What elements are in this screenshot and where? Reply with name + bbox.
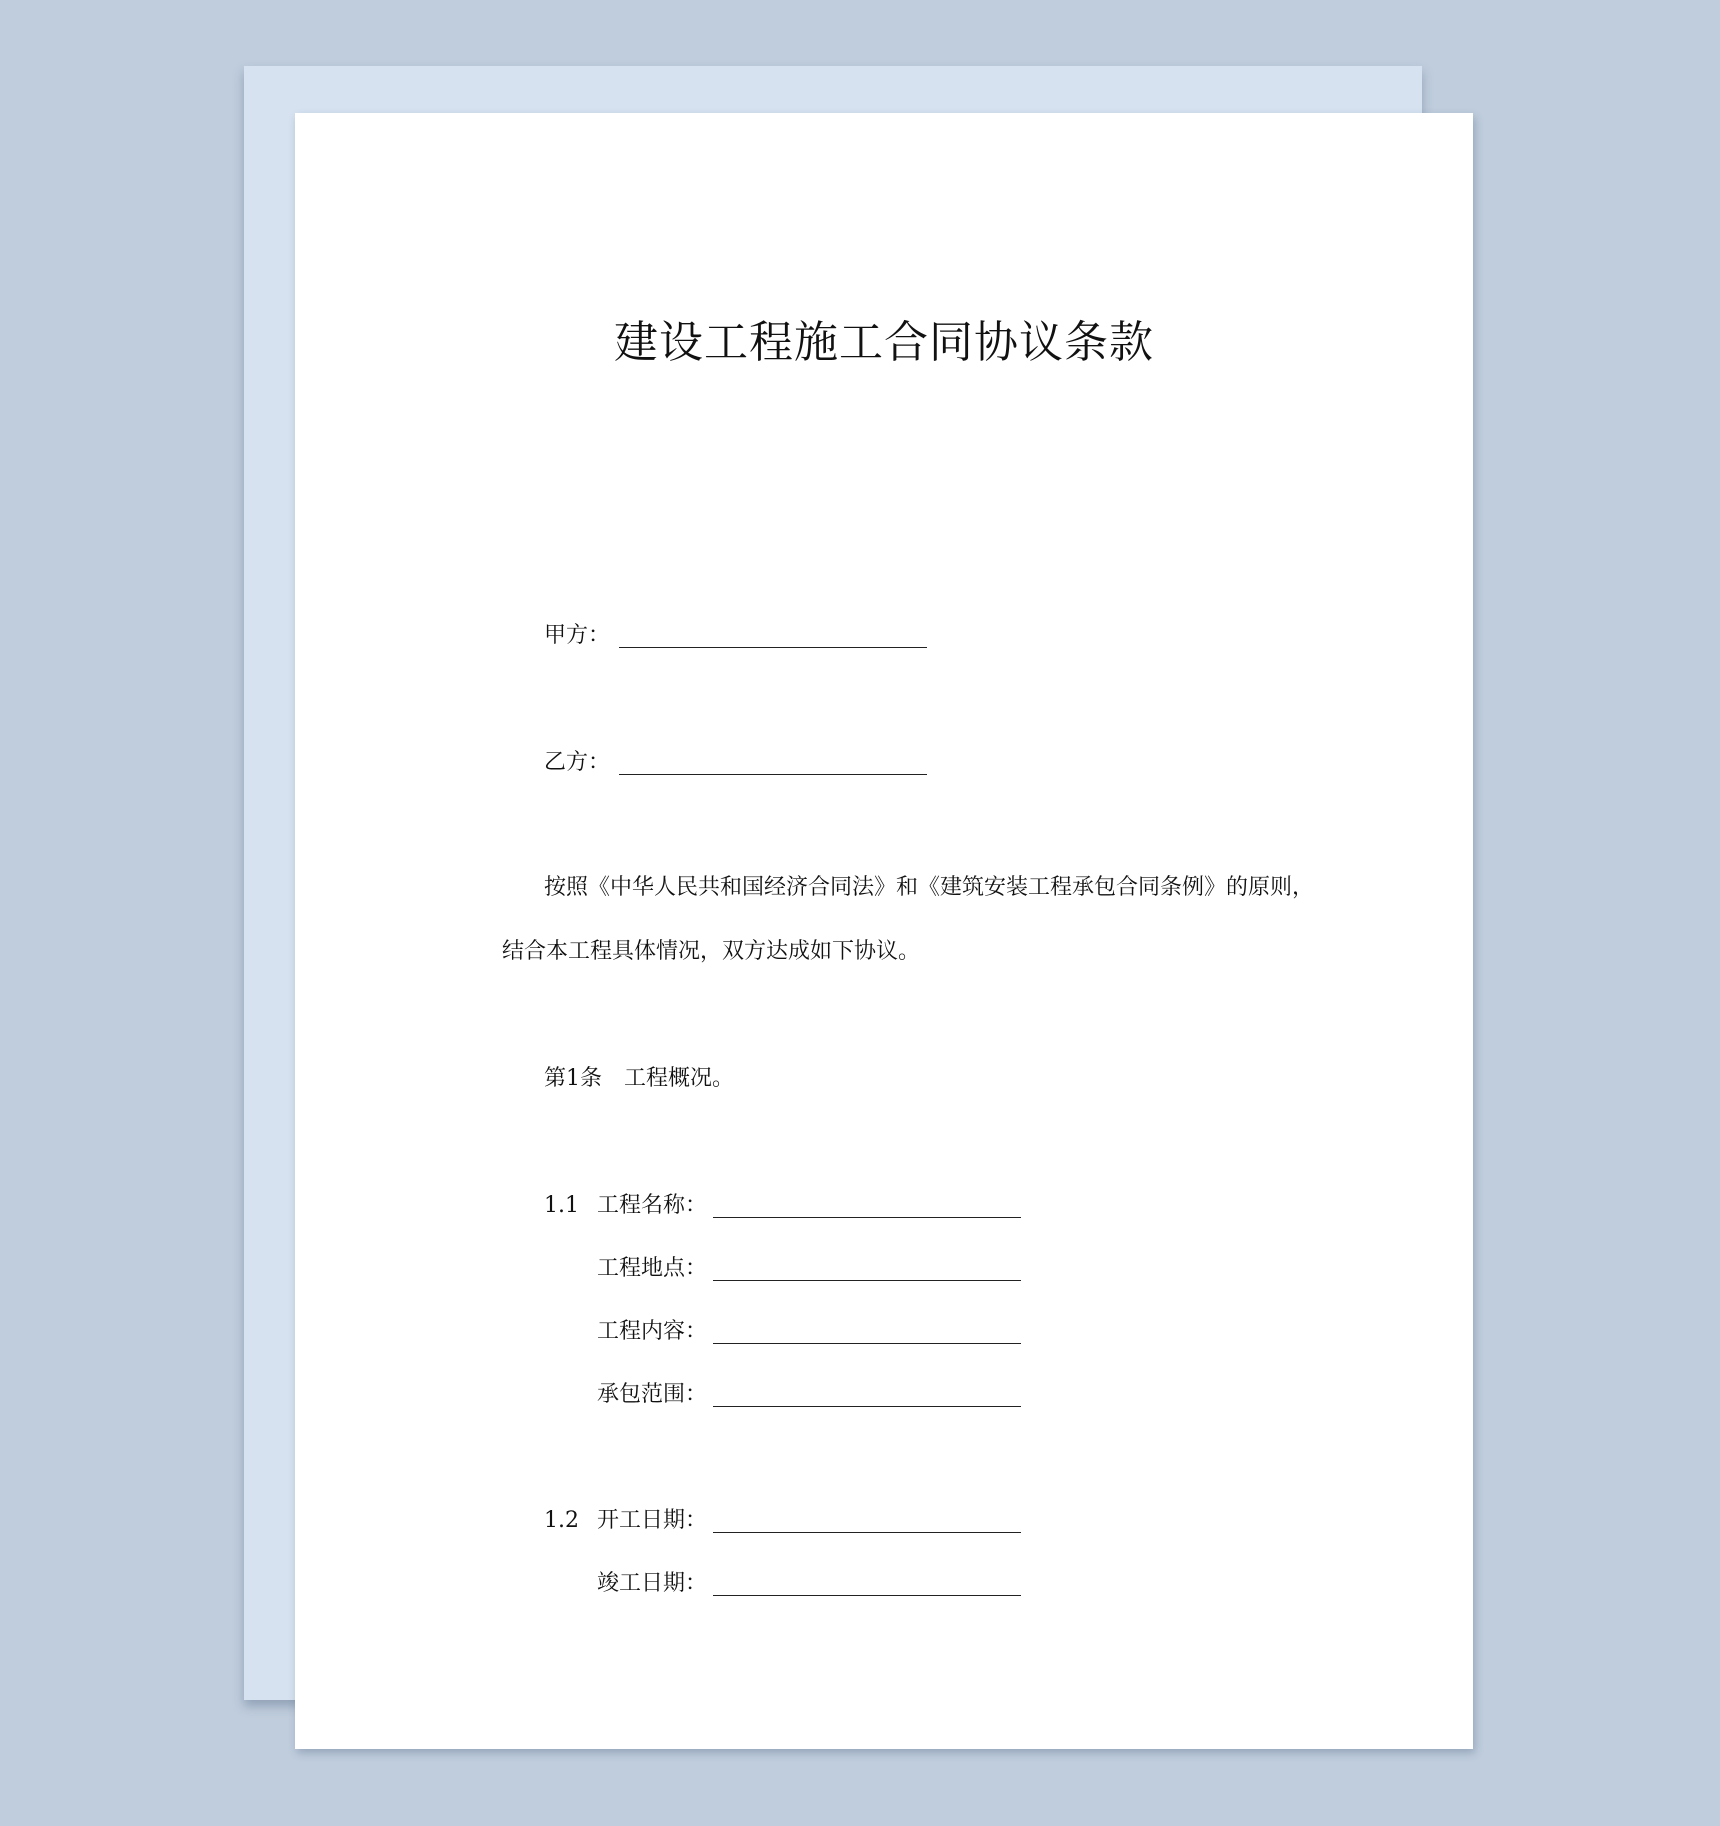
section-1-2-number: 1.2 (544, 1508, 579, 1533)
project-content-blank-line (713, 1343, 1021, 1344)
start-date-blank-line (713, 1532, 1021, 1533)
start-date-label: 开工日期： (597, 1508, 708, 1533)
section-1-1-number: 1.1 (544, 1193, 579, 1218)
article-1-heading: 第1条 工程概况。 (544, 1066, 734, 1091)
project-name-blank-line (713, 1217, 1021, 1218)
preamble-line-1: 按照《中华人民共和国经济合同法》和《建筑安装工程承包合同条例》的原则， (544, 875, 1315, 900)
party-a-label: 甲方： (544, 623, 611, 648)
contract-scope-blank-line (713, 1406, 1021, 1407)
party-b-label: 乙方： (544, 750, 611, 775)
project-location-label: 工程地点： (597, 1256, 708, 1281)
party-a-blank-line (619, 647, 927, 648)
preamble-line-2: 结合本工程具体情况，双方达成如下协议。 (502, 939, 921, 964)
project-name-label: 工程名称： (597, 1193, 708, 1218)
document-page (295, 113, 1473, 1749)
project-location-blank-line (713, 1280, 1021, 1281)
completion-date-label: 竣工日期： (597, 1571, 708, 1596)
contract-scope-label: 承包范围： (597, 1382, 708, 1407)
completion-date-blank-line (713, 1595, 1021, 1596)
party-b-blank-line (619, 774, 927, 775)
document-title: 建设工程施工合同协议条款 (614, 317, 1154, 368)
project-content-label: 工程内容： (597, 1319, 708, 1344)
